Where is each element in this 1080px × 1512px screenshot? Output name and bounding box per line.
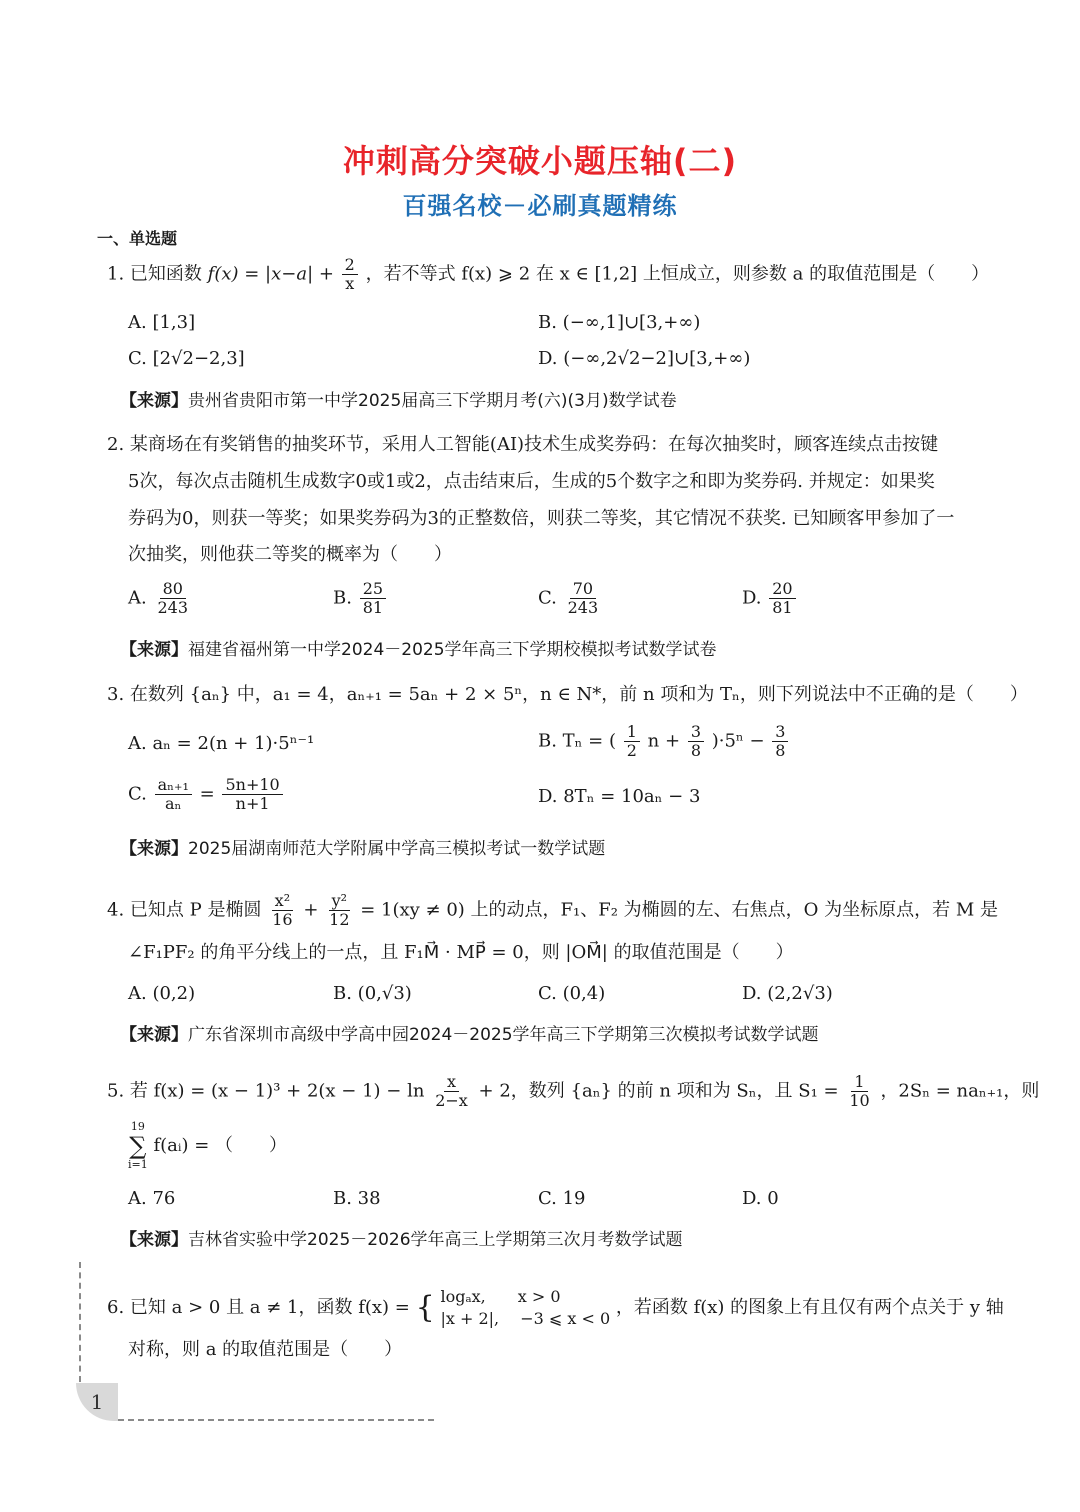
question-2-stem-line: 次抽奖，则他获二等奖的概率为（ ） xyxy=(128,544,452,565)
question-1-option-b: B. (−∞,1]∪[3,+∞) xyxy=(538,312,701,333)
question-2-option-d: D. $\frac{20}{81}$ xyxy=(742,580,798,617)
question-3-option-d: D. 8Tₙ = 10aₙ − 3 xyxy=(538,786,701,807)
question-2-stem-line: 券码为0，则获一等奖；如果奖券码为3的正整数倍，则获二等奖，其它情况不获奖. 已知顾客甲参加了一 xyxy=(128,508,955,529)
question-2-option-a: A. $\frac{80}{243}$ xyxy=(128,579,189,617)
question-5-stem-line: 19 ∑ i=1 f(aᵢ) = （ ） xyxy=(128,1120,288,1171)
question-6-stem-line: 对称，则 a 的取值范围是（ ） xyxy=(128,1339,403,1360)
question-4-source: 【来源】广东省深圳市高级中学高中园2024－2025学年高三下学期第三次模拟考试数学试题 xyxy=(120,1025,819,1045)
question-5-source: 【来源】吉林省实验中学2025－2026学年高三上学期第三次月考数学试题 xyxy=(120,1230,683,1250)
question-1-option-c: C. [2√2−2,3] xyxy=(128,348,245,369)
question-5-option-a: A. 76 xyxy=(128,1188,176,1209)
question-4-option-c: C. (0,4) xyxy=(538,983,606,1004)
question-4-option-d: D. (2,2√3) xyxy=(742,983,833,1004)
summation: 19 ∑ i=1 xyxy=(128,1120,148,1171)
question-6-stem: 6. 已知 a > 0 且 a ≠ 1，函数 f(x) = { logₐx, x > 0 |x + 2|, −3 ⩽ x < 0 ，若函数 f(x) 的图象上有且仅有两个点关于 y 轴 xyxy=(107,1287,1004,1328)
question-1-stem: 1. 已知函数 f(x) = |x−a| + $\frac{2}{x}$ ，若不等式 f(x) ⩾ 2 在 x ∈ [1,2] 上恒成立，则参数 a 的取值范围是（ ） xyxy=(107,255,990,293)
question-1-option-d: D. (−∞,2√2−2]∪[3,+∞) xyxy=(538,348,751,369)
page-title: 冲刺高分突破小题压轴(二) xyxy=(342,142,738,180)
question-5-option-d: D. 0 xyxy=(742,1188,779,1209)
question-4-option-b: B. (0,√3) xyxy=(333,983,412,1004)
question-5-stem: 5. 若 f(x) = (x − 1)³ + 2(x − 1) − ln $\frac{x}{2-x}$ + 2，数列 {aₙ} 的前 n 项和为 Sₙ，且 S₁ = $\frac{1}{10}$ ，2Sₙ = naₙ₊₁，则 xyxy=(107,1072,1040,1110)
question-1-source: 【来源】贵州省贵阳市第一中学2025届高三下学期月考(六)(3月)数学试卷 xyxy=(120,391,677,411)
question-3-option-c: C. $\frac{\text{aₙ₊₁}}{\text{aₙ}}$ = $\frac{5n+10}{n+1}$ xyxy=(128,776,285,813)
page-number: 1 xyxy=(76,1383,118,1421)
question-1-option-a: A. [1,3] xyxy=(128,312,196,333)
question-2-option-c: C. $\frac{70}{243}$ xyxy=(538,579,599,617)
question-3-stem: 3. 在数列 {aₙ} 中，a₁ = 4，aₙ₊₁ = 5aₙ + 2 × 5ⁿ，n ∈ N*，前 n 项和为 Tₙ，则下列说法中不正确的是（ ） xyxy=(107,684,1028,705)
question-5-option-c: C. 19 xyxy=(538,1188,586,1209)
question-5-option-b: B. 38 xyxy=(333,1188,381,1209)
question-2-source: 【来源】福建省福州第一中学2024－2025学年高三下学期校模拟考试数学试卷 xyxy=(120,640,717,660)
question-4-option-a: A. (0,2) xyxy=(128,983,196,1004)
brace: { xyxy=(415,1290,435,1325)
question-2-stem-line: 5次，每次点击随机生成数字0或1或2，点击结束后，生成的5个数字之和即为奖券码. 并规定：如果奖 xyxy=(128,471,935,492)
question-4-stem: 4. 已知点 P 是椭圆 $\frac{\text{x²}}{16}$ + $\frac{\text{y²}}{12}$ = 1(xy ≠ 0) 上的动点，F₁、F₂ 为椭圆的左、右焦点，O 为坐标原点，若 M 是 xyxy=(107,891,999,929)
fraction: $\frac{2}{x}$ xyxy=(342,256,358,293)
question-3-source: 【来源】2025届湖南师范大学附属中学高三模拟考试一数学试题 xyxy=(120,839,606,859)
piecewise-cases: logₐx, x > 0 |x + 2|, −3 ⩽ x < 0 xyxy=(440,1287,611,1328)
margin-dashed-line xyxy=(79,1262,81,1382)
question-2-option-b: B. $\frac{25}{81}$ xyxy=(333,580,388,617)
footer-dashed-line xyxy=(118,1419,434,1421)
question-2-stem-line: 2. 某商场在有奖销售的抽奖环节，采用人工智能(AI)技术生成奖券码：在每次抽奖时，顾客连续点击按键 xyxy=(107,434,939,455)
question-4-stem-line: ∠F₁PF₂ 的角平分线上的一点，且 F₁M⃗ · MP⃗ = 0，则 |OM⃗| 的取值范围是（ ） xyxy=(128,942,794,963)
section-heading: 一、单选题 xyxy=(97,229,178,248)
question-3-option-a: A. aₙ = 2(n + 1)·5ⁿ⁻¹ xyxy=(128,733,315,754)
page-subtitle: 百强名校－必刷真题精练 xyxy=(402,192,678,220)
question-3-option-b: B. Tₙ = ( $\frac{1}{2}$ n + $\frac{3}{8}$ )·5ⁿ − $\frac{3}{8}$ xyxy=(538,723,790,760)
